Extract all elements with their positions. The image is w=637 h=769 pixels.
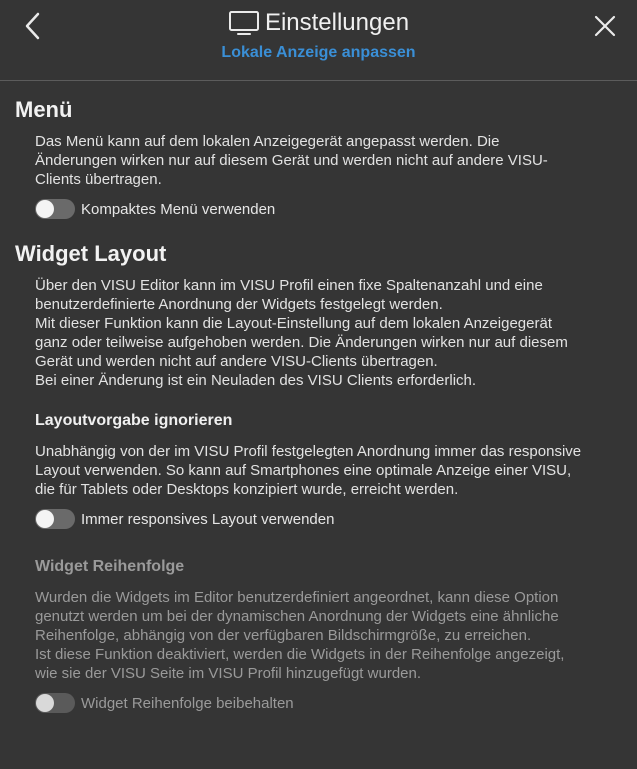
compact-menu-toggle[interactable] [35, 199, 75, 219]
layout-ignore-line: die für Tablets oder Desktops konzipiert wurde, erreicht werden. [35, 481, 459, 498]
menu-description [35, 132, 622, 189]
widget-order-row [35, 692, 622, 714]
header-bar [0, 0, 637, 81]
widget-order-line: Ist diese Funktion deaktiviert, werden die Widgets in der Reihenfolge angezeigt, [35, 646, 565, 663]
page-subtitle: Lokale Anzeige anpassen [221, 44, 416, 61]
widget-order-label: Widget Reihenfolge beibehalten [81, 694, 294, 712]
widget-layout-line: Über den VISU Editor kann im VISU Profil einen fixe Spaltenanzahl und eine [35, 277, 543, 294]
responsive-layout-toggle[interactable] [35, 509, 75, 529]
widget-order-title: Widget Reihenfolge [35, 558, 185, 575]
settings-content [0, 97, 637, 714]
close-button[interactable] [591, 12, 619, 40]
responsive-layout-row [35, 508, 622, 530]
widget-order-toggle[interactable] [35, 693, 75, 713]
page-title: Einstellungen [264, 9, 410, 36]
widget-layout-line: Bei einer Änderung ist ein Neuladen des VISU Clients erforderlich. [35, 372, 477, 389]
toggle-knob [36, 200, 54, 218]
widget-order-description [35, 588, 622, 683]
widget-order-line: Wurden die Widgets im Editor benutzerdefiniert angeordnet, kann diese Option [35, 589, 559, 606]
widget-layout-line: benutzerdefinierte Anordnung der Widgets festgelegt werden. [35, 296, 443, 313]
monitor-icon [228, 9, 260, 37]
widget-order-line: Reihenfolge, abhängig von der verfügbaren Bildschirmgröße, zu erreichen. [35, 627, 532, 644]
widget-layout-line: ganz oder teilweise aufgehoben werden. Die Änderungen wirken nur auf diesem [35, 334, 568, 351]
widget-order-line: genutzt werden um bei der dynamischen Anordnung der Widgets eine ähnliche [35, 608, 559, 625]
widget-order-line: wie sie der VISU Seite im VISU Profil hinzugefügt wurden. [35, 665, 422, 682]
menu-description-line: Das Menü kann auf dem lokalen Anzeigegerät angepasst werden. Die [35, 133, 500, 150]
widget-layout-description [35, 276, 622, 390]
compact-menu-label: Kompaktes Menü verwenden [81, 200, 276, 218]
menu-section-title: Menü [15, 97, 73, 122]
compact-menu-row [35, 198, 622, 220]
close-icon [591, 12, 619, 40]
layout-ignore-title: Layoutvorgabe ignorieren [35, 412, 233, 429]
widget-layout-line: Gerät und werden nicht auf andere VISU-Clients übertragen. [35, 353, 438, 370]
widget-layout-line: Mit dieser Funktion kann die Layout-Einstellung auf dem lokalen Anzeigegerät [35, 315, 552, 332]
toggle-knob [36, 510, 54, 528]
responsive-layout-label: Immer responsives Layout verwenden [81, 510, 335, 528]
menu-description-line: Änderungen wirken nur auf diesem Gerät und werden nicht auf andere VISU- [35, 152, 548, 169]
layout-ignore-line: Unabhängig von der im VISU Profil festgelegten Anordnung immer das responsive [35, 443, 582, 460]
layout-ignore-line: Layout verwenden. So kann auf Smartphones eine optimale Anzeige einer VISU, [35, 462, 572, 479]
menu-description-line: Clients übertragen. [35, 171, 162, 188]
title-group [0, 9, 637, 37]
layout-ignore-description [35, 442, 622, 499]
toggle-knob [36, 694, 54, 712]
widget-layout-title: Widget Layout [15, 241, 167, 266]
